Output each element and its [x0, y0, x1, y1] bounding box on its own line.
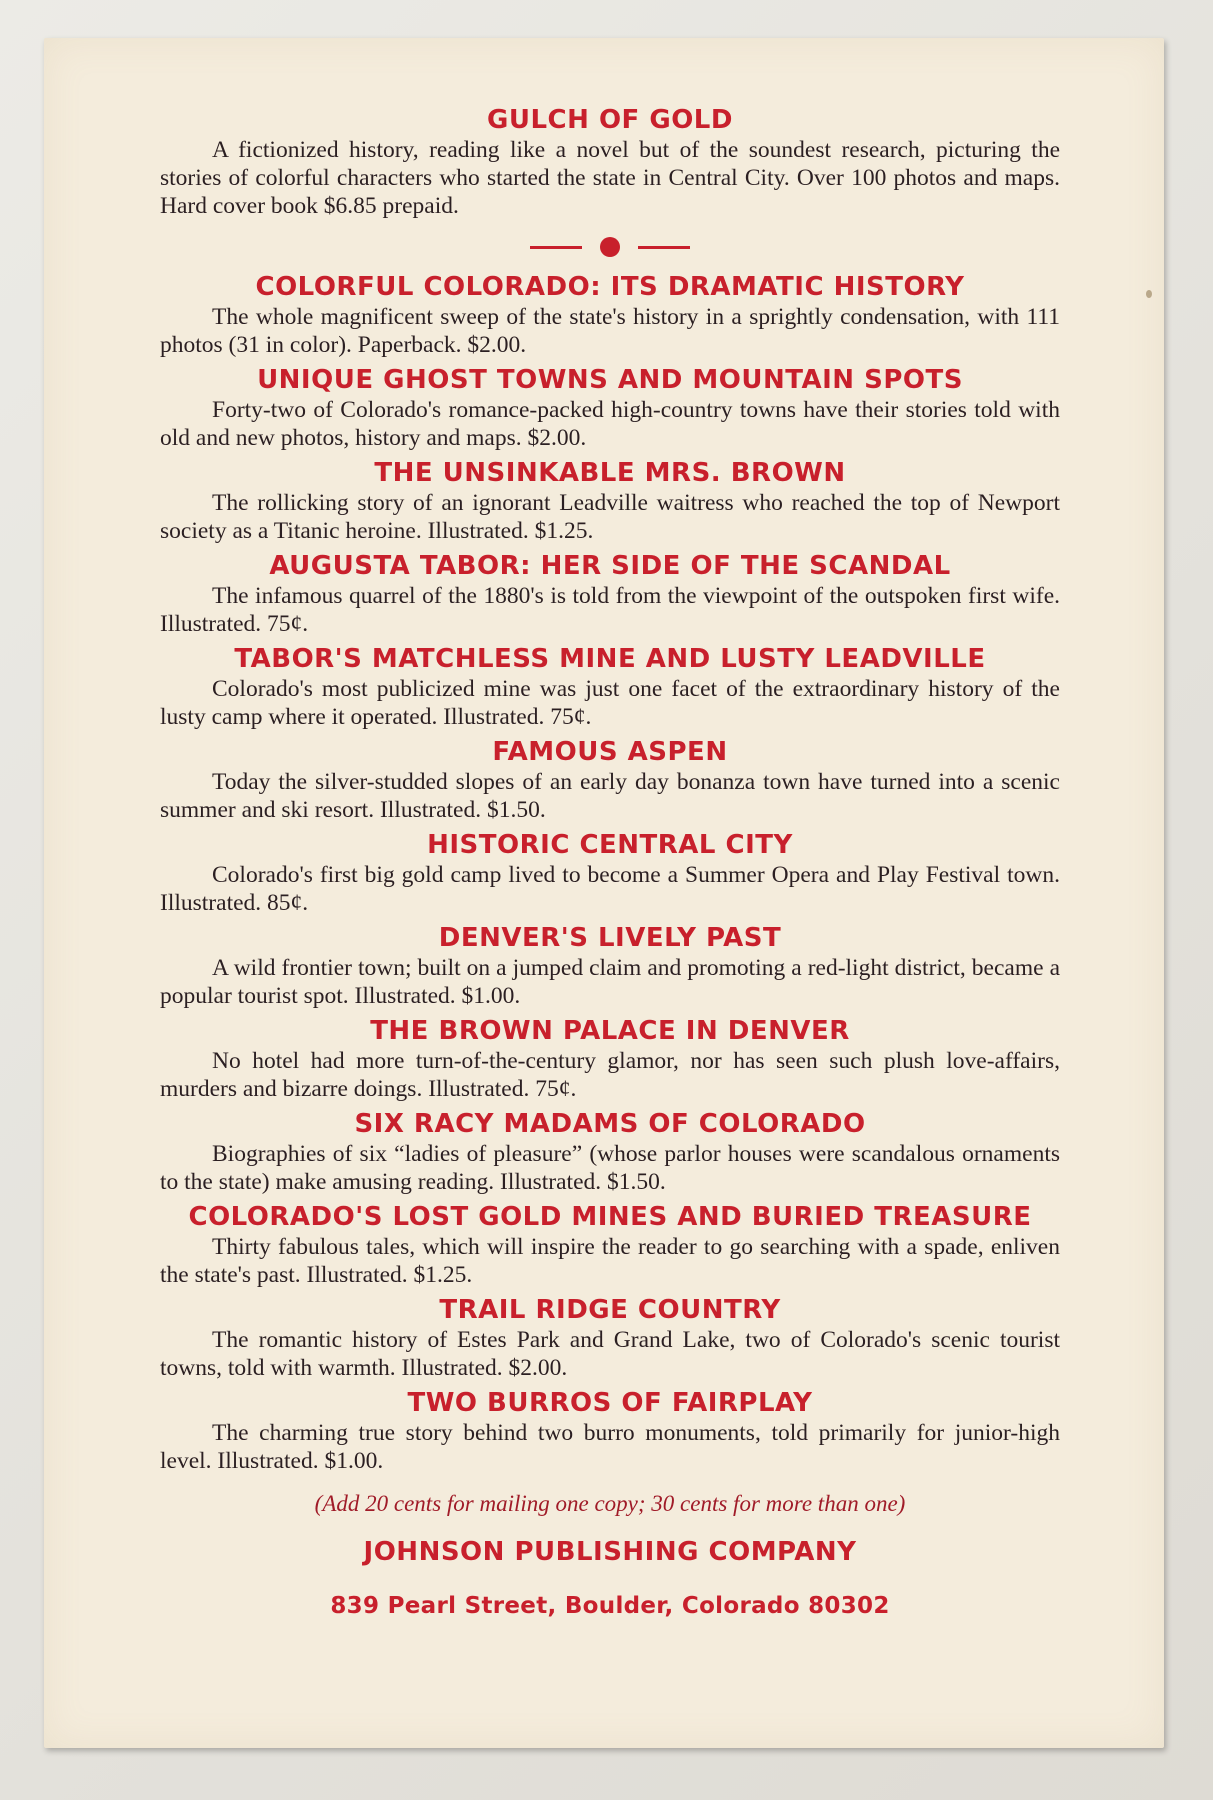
book-description: Thirty fabulous tales, which will inspire the reader to go searching with a spade, enliven the state's past. Illustrated. $1.25. — [160, 1234, 1060, 1288]
book-description: No hotel had more turn-of-the-century glamor, nor has seen such plush love-affairs, murders and bizarre doings. Illustrated. 75¢. — [160, 1048, 1060, 1102]
book-entry — [160, 736, 1060, 824]
divider-dot-icon — [600, 237, 620, 257]
book-entry — [160, 364, 1060, 452]
book-description: Colorado's most publicized mine was just one facet of the extraordinary history of the lusty camp where it operated. Illustrated. 75¢. — [160, 676, 1060, 730]
book-entry — [160, 1015, 1060, 1103]
book-description: Biographies of six “ladies of pleasure” (whose parlor houses were scandalous ornaments to the state) make amusing reading. Illustrated. $1.50. — [160, 1141, 1060, 1195]
mailing-note: (Add 20 cents for mailing one copy; 30 cents for more than one) — [314, 1491, 906, 1516]
book-title: GULCH OF GOLD — [487, 105, 733, 135]
book-entry — [160, 1201, 1060, 1289]
book-title: HISTORIC CENTRAL CITY — [427, 830, 793, 860]
book-description: A wild frontier town; built on a jumped claim and promoting a red-light district, became a popular tourist spot. Illustrated. $1.00. — [160, 955, 1060, 1009]
book-title: TABOR'S MATCHLESS MINE AND LUSTY LEADVILLE — [234, 644, 986, 674]
book-description: A fictionized history, reading like a novel but of the soundest research, picturing the stories of colorful characters who started the state in Central City. Over 100 photos and maps. Hard cover book $6.85 prepaid. — [160, 137, 1060, 219]
book-entry — [160, 1108, 1060, 1196]
book-entry — [160, 1294, 1060, 1382]
book-description: Colorado's first big gold camp lived to become a Summer Opera and Play Festival town. Illustrated. 85¢. — [160, 862, 1060, 916]
featured-book — [160, 104, 1060, 220]
divider-line — [638, 246, 690, 249]
paper-speck — [1146, 290, 1152, 298]
publisher-name: JOHNSON PUBLISHING COMPANY — [363, 1537, 857, 1567]
publisher-address: 839 Pearl Street, Boulder, Colorado 80302 — [330, 1593, 890, 1619]
book-title: THE UNSINKABLE MRS. BROWN — [374, 458, 846, 488]
book-entry — [160, 550, 1060, 638]
book-description: The infamous quarrel of the 1880's is told from the viewpoint of the outspoken first wife. Illustrated. 75¢. — [160, 583, 1060, 637]
book-entry — [160, 922, 1060, 1010]
book-entry — [160, 829, 1060, 917]
book-entry — [160, 271, 1060, 359]
book-description: Today the silver-studded slopes of an early day bonanza town have turned into a scenic summer and ski resort. Illustrated. $1.50. — [160, 769, 1060, 823]
book-description: The rollicking story of an ignorant Leadville waitress who reached the top of Newport society as a Titanic heroine. Illustrated. $1.25. — [160, 490, 1060, 544]
book-title: FAMOUS ASPEN — [492, 737, 728, 767]
book-description: Forty-two of Colorado's romance-packed high-country towns have their stories told with old and new photos, history and maps. $2.00. — [160, 397, 1060, 451]
book-title: UNIQUE GHOST TOWNS AND MOUNTAIN SPOTS — [257, 365, 963, 395]
cover-text — [160, 104, 1060, 1619]
book-entry — [160, 457, 1060, 545]
book-title: TWO BURROS OF FAIRPLAY — [407, 1388, 813, 1418]
ornament-divider — [160, 225, 1060, 269]
book-title: AUGUSTA TABOR: HER SIDE OF THE SCANDAL — [269, 551, 951, 581]
book-description: The charming true story behind two burro monuments, told primarily for junior-high level. Illustrated. $1.00. — [160, 1420, 1060, 1474]
book-title: THE BROWN PALACE IN DENVER — [370, 1016, 850, 1046]
book-entry — [160, 643, 1060, 731]
book-title: SIX RACY MADAMS OF COLORADO — [354, 1109, 866, 1139]
book-title: DENVER'S LIVELY PAST — [438, 923, 782, 953]
book-description: The whole magnificent sweep of the state's history in a sprightly condensation, with 111 photos (31 in color). Paperback. $2.00. — [160, 304, 1060, 358]
book-title: COLORFUL COLORADO: ITS DRAMATIC HISTORY — [255, 272, 965, 302]
divider-line — [530, 246, 582, 249]
book-title: COLORADO'S LOST GOLD MINES AND BURIED TREASURE — [188, 1202, 1032, 1232]
book-title: TRAIL RIDGE COUNTRY — [439, 1295, 781, 1325]
book-description: The romantic history of Estes Park and Grand Lake, two of Colorado's scenic tourist towns, told with warmth. Illustrated. $2.00. — [160, 1327, 1060, 1381]
book-entry — [160, 1387, 1060, 1475]
